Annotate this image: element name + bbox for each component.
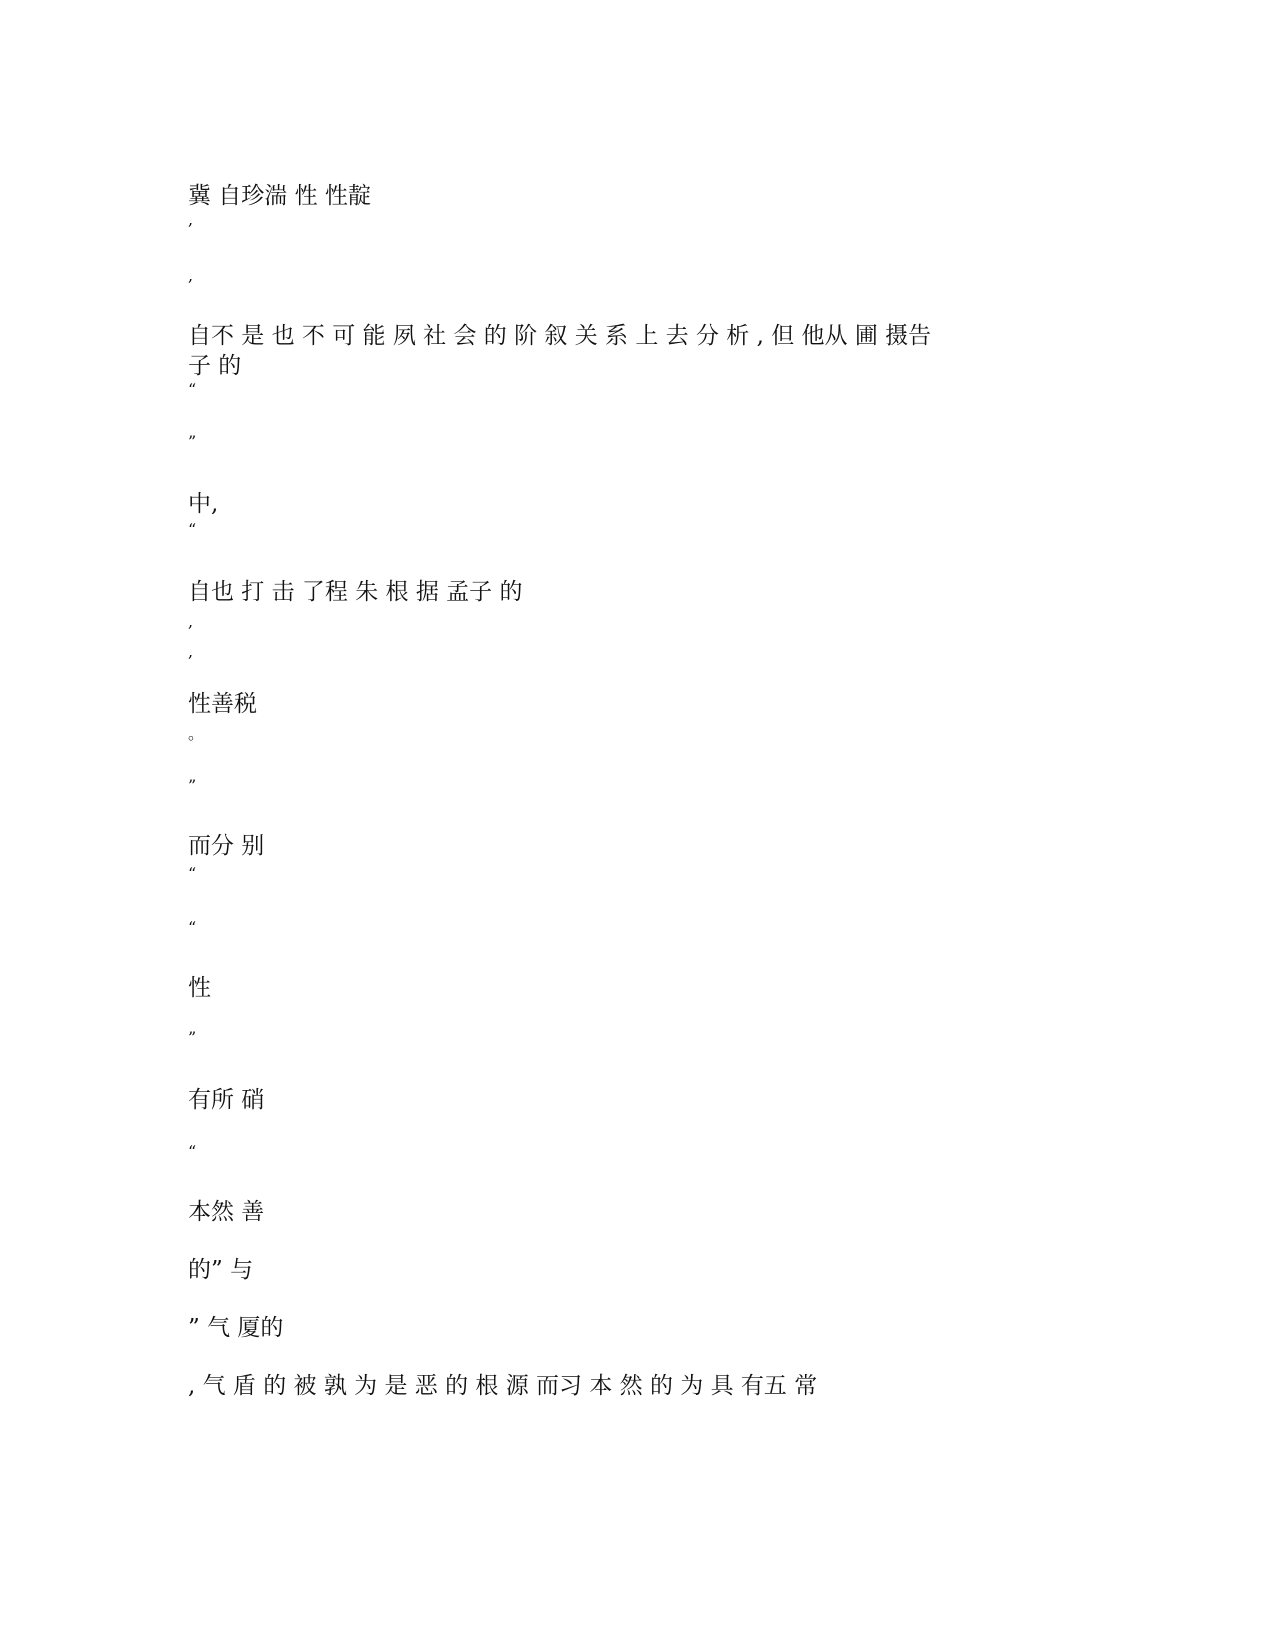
text-line: 子 的 <box>188 353 242 379</box>
punctuation-line: ” <box>188 432 197 451</box>
punctuation-line: 。 <box>188 724 205 743</box>
punctuation-line: “ <box>188 1142 197 1161</box>
text-line: 而分 别 <box>188 833 265 859</box>
text-line: 本然 善 <box>188 1199 265 1225</box>
text-line: 有所 硝 <box>188 1087 265 1113</box>
punctuation-line: “ <box>188 380 197 399</box>
text-line: , 气 盾 的 被 孰 为 是 恶 的 根 源 而习 本 然 的 为 具 有五 常 <box>188 1373 818 1399</box>
punctuation-line: ” <box>188 776 197 795</box>
punctuation-line: “ <box>188 520 197 539</box>
punctuation-line: , <box>188 612 194 631</box>
text-line: 中, <box>188 491 219 517</box>
punctuation-line: , <box>188 642 194 661</box>
text-line: 自也 打 击 了程 朱 根 据 孟子 的 <box>188 579 523 605</box>
text-line: 性善税 <box>188 691 257 717</box>
punctuation-line: , <box>188 210 194 229</box>
text-line: 自不 是 也 不 可 能 夙 社 会 的 阶 叙 关 系 上 去 分 析 , 但 他从 圃 摄告 <box>188 323 932 349</box>
text-line: 冀 自珍湍 性 性靛 <box>188 183 371 209</box>
text-line: ” 气 厦的 <box>188 1315 284 1341</box>
text-line: 性 <box>188 975 211 1001</box>
text-line: 的” 与 <box>188 1257 254 1283</box>
punctuation-line: “ <box>188 918 197 937</box>
punctuation-line: , <box>188 266 194 285</box>
punctuation-line: “ <box>188 864 197 883</box>
punctuation-line: ” <box>188 1028 197 1047</box>
